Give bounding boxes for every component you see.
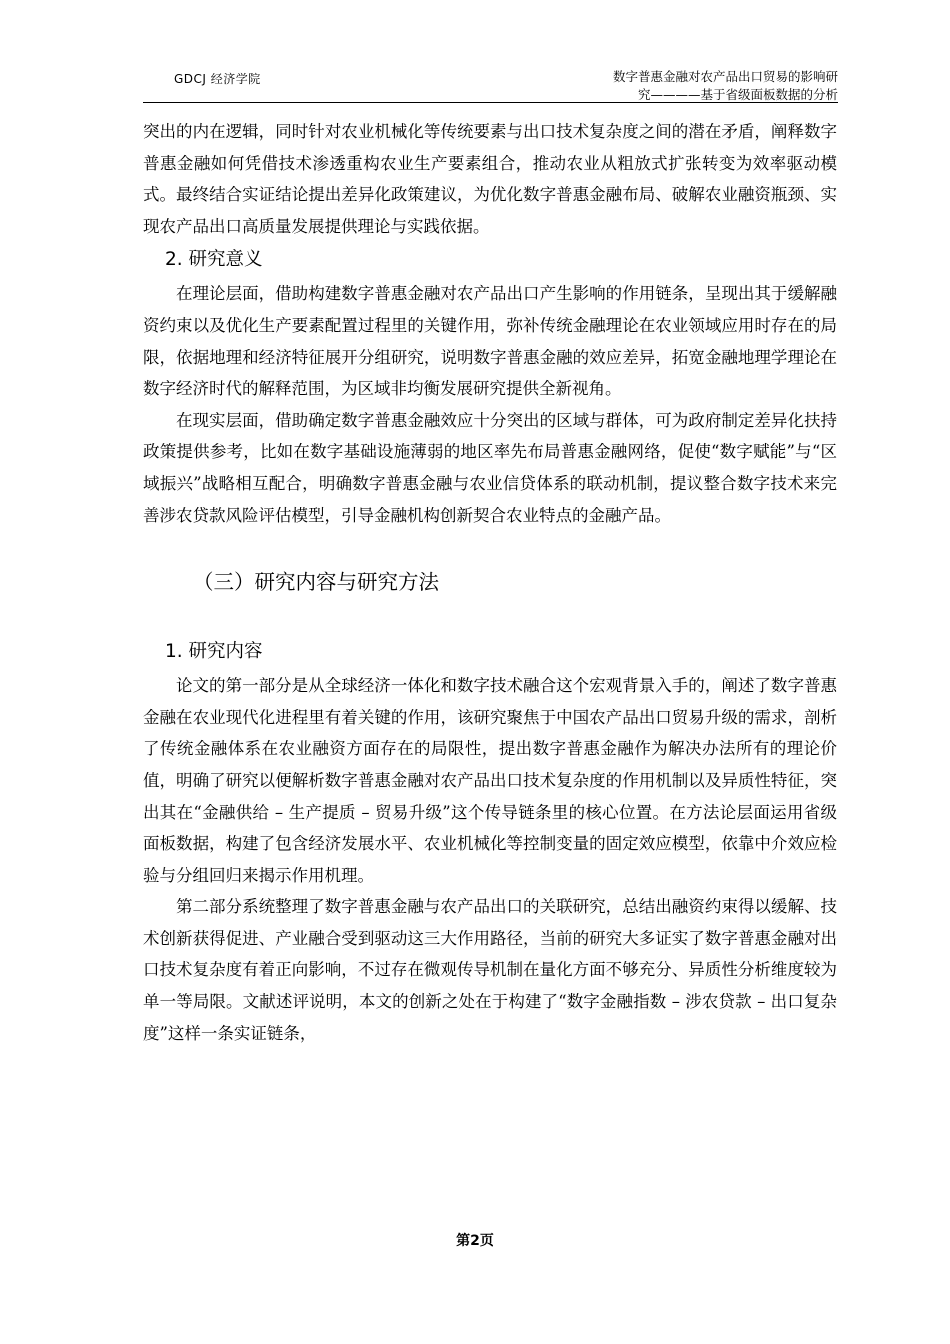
header-title-line-2: 究————基于省级面板数据的分析: [637, 87, 838, 102]
heading-section-3: （三）研究内容与研究方法: [193, 570, 439, 595]
heading-research-content: 1. 研究内容: [165, 641, 263, 663]
header-title-line-1: 数字普惠金融对农产品出口贸易的影响研: [612, 69, 838, 84]
paragraph-part-two: 第二部分系统整理了数字普惠金融与农产品出口的关联研究，总结出融资约束得以缓解、技术创新获得促进、产业融合受到驱动这三大作用路径，当前的研究大多证实了数字普惠金融对出口技术复杂度有着正向影响，不过存在微观传导机制在量化方面不够充分、异质性分析维度较为单一等局限。文献述评说明，本文的创新之处在于构建了“数字金融指数 – 涉农贷款 – 出口复杂度”这样一条实证链条，: [143, 897, 837, 1043]
header-divider: [143, 102, 838, 103]
header-paper-title: [508, 68, 838, 104]
page-number: 第2页: [456, 1233, 494, 1249]
paragraph-theory-level: 在理论层面，借助构建数字普惠金融对农产品出口产生影响的作用链条，呈现出其于缓解融资约束以及优化生产要素配置过程里的关键作用，弥补传统金融理论在农业领域应用时存在的局限，依据地理和经济特征展开分组研究，说明数字普惠金融的效应差异，拓宽金融地理学理论在数字经济时代的解释范围，为区域非均衡发展研究提供全新视角。: [143, 284, 837, 399]
paragraph-practice-level: 在现实层面，借助确定数字普惠金融效应十分突出的区域与群体，可为政府制定差异化扶持政策提供参考，比如在数字基础设施薄弱的地区率先布局普惠金融网络，促使“数字赋能”与“区域振兴”战略相互配合，明确数字普惠金融与农业信贷体系的联动机制，提议整合数字技术来完善涉农贷款风险评估模型，引导金融机构创新契合农业特点的金融产品。: [143, 410, 837, 525]
page-body: [143, 116, 837, 1049]
paragraph-part-one: 论文的第一部分是从全球经济一体化和数字技术融合这个宏观背景入手的，阐述了数字普惠金融在农业现代化进程里有着关键的作用，该研究聚焦于中国农产品出口贸易升级的需求，剖析了传统金融体系在农业融资方面存在的局限性，提出数字普惠金融作为解决办法所有的理论价值，明确了研究以便解析数字普惠金融对农产品出口技术复杂度的作用机制以及异质性特征，突出其在“金融供给 – 生产提质 – 贸易升级”这个传导链条里的核心位置。在方法论层面运用省级面板数据，构建了包含经济发展水平、农业机械化等控制变量的固定效应模型，依靠中介效应检验与分组回归来揭示作用机理。: [143, 676, 837, 885]
paragraph-continued: 突出的内在逻辑，同时针对农业机械化等传统要素与出口技术复杂度之间的潜在矛盾，阐释数字普惠金融如何凭借技术渗透重构农业生产要素组合，推动农业从粗放式扩张转变为效率驱动模式。最终结合实证结论提出差异化政策建议，为优化数字普惠金融布局、破解农业融资瓶颈、实现农产品出口高质量发展提供理论与实践依据。: [143, 122, 837, 236]
heading-research-significance: 2. 研究意义: [165, 249, 263, 271]
header-institution: GDCJ 经济学院: [174, 72, 261, 86]
